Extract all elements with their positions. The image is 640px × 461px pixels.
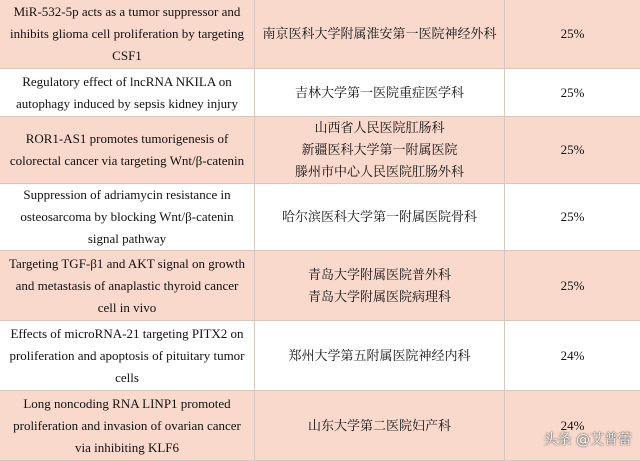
article-title: Targeting TGF-β1 and AKT signal on growth and metastasis of anaplastic thyroid cancer cell in vivo xyxy=(0,251,255,320)
ratio-value: 25% xyxy=(560,277,585,293)
department-name: 青岛大学附属医院普外科 xyxy=(307,266,451,282)
table-row xyxy=(0,0,640,69)
department-cell xyxy=(255,184,505,250)
department-name: 南京医科大学附属淮安第一医院神经外科 xyxy=(262,26,497,41)
table-row xyxy=(0,321,640,391)
article-title: ROR1-AS1 promotes tumorigenesis of colorectal cancer via targeting Wnt/β-catenin xyxy=(0,117,255,183)
table-row xyxy=(0,69,640,117)
department-name: 郑州大学第五附属医院神经内科 xyxy=(288,347,471,363)
department-cell xyxy=(255,69,505,116)
ratio-value: 25% xyxy=(560,209,585,224)
department-name: 山西省人民医院肛肠科 xyxy=(314,120,445,135)
table-row xyxy=(0,391,640,461)
department-name: 哈尔滨医科大学第一附属医院骨科 xyxy=(281,209,477,224)
department-name: 青岛大学附属医院病理科 xyxy=(307,288,451,304)
department-cell xyxy=(255,391,505,460)
department-cell xyxy=(255,0,505,68)
article-title: MiR-532-5p acts as a tumor suppressor and inhibits glioma cell proliferation by targeting CSF1 xyxy=(0,0,255,68)
department-cell xyxy=(255,117,505,183)
article-title: Effects of microRNA-21 targeting PITX2 on proliferation and apoptosis of pituitary tumor cells xyxy=(0,321,255,390)
article-title: Regulatory effect of lncRNA NKILA on autophagy induced by sepsis kidney injury xyxy=(0,69,255,116)
ratio-value: 24% xyxy=(560,417,585,433)
department-name: 山东大学第二医院妇产科 xyxy=(307,417,451,433)
department-name: 吉林大学第一医院重症医学科 xyxy=(294,84,464,100)
watermark-text: 头条 @艾普蕾 xyxy=(543,432,632,448)
table-row xyxy=(0,117,640,184)
department-name: 新疆医科大学第一附属医院 xyxy=(301,142,458,157)
ratio-value: 25% xyxy=(560,142,585,157)
department-name: 滕州市中心人民医院肛肠外科 xyxy=(294,164,464,179)
ratio-value: 25% xyxy=(560,26,585,41)
ratio-value: 25% xyxy=(560,84,585,100)
department-cell xyxy=(255,321,505,390)
article-title: Suppression of adriamycin resistance in osteosarcoma by blocking Wnt/β-catenin signal pathway xyxy=(0,184,255,250)
article-title: Long noncoding RNA LINP1 promoted proliferation and invasion of ovarian cancer via inhibiting KLF6 xyxy=(0,391,255,460)
table-row xyxy=(0,251,640,321)
table-row xyxy=(0,184,640,251)
ratio-value: 24% xyxy=(560,347,585,363)
department-cell xyxy=(255,251,505,320)
